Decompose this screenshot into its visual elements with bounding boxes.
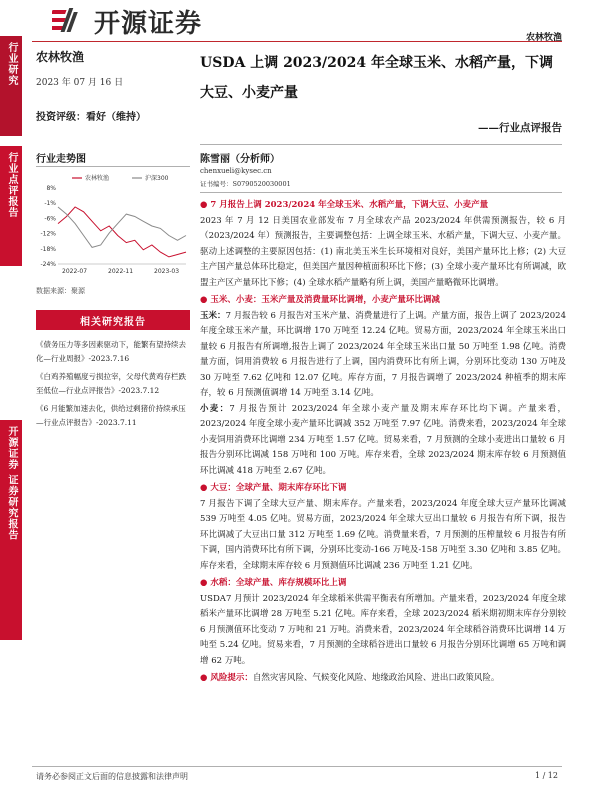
legend-label: 农林牧渔: [85, 175, 110, 182]
section-4-text: USDA7 月预计 2023/2024 年全球稻米供需平衡表有所增加。产量来看，2023/2024 年度全球稻米产量环比调增 28 万吨至 5.21 亿吨。库存来看，全球 2023/2024 稻米期初期末库存分别较 6 月预测值环比变动 7 万吨和 21 万吨。消费来看，2023/2024 年全球稻谷消费环比调增 14 万吨至 5.24 亿吨。贸易来看，7 月预测的全球稻谷进出口量较 6 月报告分别环比调增 65 万吨和调增 62 万吨。: [200, 593, 566, 666]
bullet-icon: ●: [200, 483, 211, 493]
wheat-label: 小麦：: [200, 403, 230, 414]
section-2-corn: [200, 309, 566, 402]
y-tick-label: -24%: [40, 261, 56, 268]
legend-label: 沪深300: [145, 175, 169, 182]
header-category: 农林牧渔: [525, 33, 562, 43]
bullet-icon: ●: [200, 200, 211, 210]
body-divider: [200, 192, 562, 193]
corn-label: 玉米：: [200, 310, 226, 321]
strip-label-brand: 开源证券 证券研究报告: [0, 420, 22, 640]
report-title: USDA 上调 2023/2024 年全球玉米、水稻产量，下调大豆、小麦产量: [200, 55, 553, 101]
sector-name: 农林牧渔: [36, 50, 85, 64]
wheat-text: 7 月报告预计 2023/2024 年全球小麦产量及期末库存环比均下调。产量来看，2023/2024 年度全球小麦产量环比调减 352 万吨至 7.97 亿吨。消费来看，2023/2024 年全球小麦饲用消费环比调增 234 万吨至 1.57 亿吨。贸易来看，7 月预测的全球小麦进出口量较 6 月报告分别环比调减 158 万吨和 100 万吨。库存来看，全球 2023/2024 期末库存较 6 月预测值环比调减 418 万吨至 2.67 亿吨。: [200, 403, 566, 476]
trend-divider: [36, 166, 190, 167]
trend-chart-title: 行业走势图: [36, 154, 86, 165]
risk-section: [200, 671, 566, 687]
analyst-name: 陈雪丽（分析师）: [200, 154, 280, 165]
y-tick-label: -12%: [40, 230, 56, 238]
x-tick-label: 2022-07: [62, 268, 88, 275]
x-tick-label: 2022-11: [108, 268, 134, 275]
section-4-heading-text: 水稻：全球产量、库存规模环比上调: [210, 578, 347, 588]
bullet-icon: ●: [200, 673, 211, 683]
section-1-text: 2023 年 7 月 12 日美国农业部发布 7 月全球农产品 2023/2024 年供需预测报告，较 6 月（2023/2024 年）预测报告，主要调整包括：上调全球玉米、水稻产量，下调大豆、小麦产量。驱动上述调整的主要原因包括：(1) 南北美玉米生长环境相对良好，美国产量环比上修；(2) 大豆主产国产量总体环比稳定，但美国产量因种植面积环比下修；(3) 全球小麦产量环比有所调减，欧盟主产区产量环比下修；(4) 全球水稻产量略有所上调，美国产量略微环比调增。: [200, 215, 566, 288]
y-tick-label: -18%: [40, 245, 56, 253]
risk-text: 自然灾害风险、气候变化风险、地缘政治风险、进出口政策风险。: [252, 673, 500, 683]
investment-rating: 投资评级：看好（维持）: [36, 112, 146, 123]
footer-divider: [32, 766, 562, 767]
section-3-heading-text: 大豆：全球产量、期末库存环比下调: [210, 483, 347, 493]
bullet-icon: ●: [200, 578, 211, 588]
author-divider: [200, 144, 562, 145]
report-body: [200, 196, 566, 687]
side-strip: [0, 0, 22, 800]
main-column: [200, 48, 562, 108]
series-line-0: [58, 207, 186, 257]
related-reports-list: [36, 338, 190, 434]
section-2-heading-text: 玉米、小麦：玉米产量及消费量环比调增，小麦产量环比调减: [210, 295, 440, 305]
risk-heading: 风险提示：: [210, 673, 253, 683]
left-column: [36, 48, 190, 123]
related-report-item[interactable]: 《6 月能繁加速去化，供给过剩猪价持续承压—行业点评报告》-2023.7.11: [36, 404, 186, 427]
brand-logo-icon: [52, 6, 88, 36]
trend-chart-svg: [36, 172, 190, 282]
analyst-email[interactable]: chenxueli@kysec.cn: [200, 167, 272, 175]
section-4-heading: [200, 576, 566, 592]
report-date: 2023 年 07 月 16 日: [36, 78, 124, 88]
brand-name: 开源证券: [94, 8, 203, 39]
y-tick-label: 8%: [46, 185, 56, 192]
section-1-heading-text: 7 月报告上调 2023/2024 年全球玉米、水稻产量，下调大豆、小麦产量: [210, 200, 489, 210]
report-subtitle: ——行业点评报告: [478, 122, 562, 134]
section-2-heading: [200, 293, 566, 309]
corn-text: 7 月报告较 6 月报告对玉米产量、消费量进行了上调。产量方面，报告上调了 2023/2024 年度全球玉米产量，环比调增 170 万吨至 12.24 亿吨。贸易方面，2023/2024 年全球玉米出口量较 6 月报告有所调增,报告上调了 2023/2024 年全球玉米出口量 50 万吨至 1.98 亿吨。消费量方面，饲用消费较 6 月报告进行了上调，国内消费环比有所上调，分别环比变动 130 万吨及 30 万吨至 7.62 亿吨和 12.07 亿吨。库存方面，7 月报告调增了 2023/2024 种植季的期末库存，较 6 月预测值调增 14 万吨至 3.14 亿吨。: [200, 310, 566, 398]
chart-source: 数据来源：聚源: [36, 287, 85, 295]
trend-chart: [36, 172, 190, 282]
related-report-item[interactable]: 《白鸡养殖幅度亏损拉宰，父母代黄鸡存栏跌至低位—行业点评报告》-2023.7.12: [36, 372, 186, 395]
header-divider: [32, 41, 562, 42]
related-report-item[interactable]: 《债务压力等多因素驱动下，能繁有望持续去化—行业周报》-2023.7.16: [36, 340, 186, 363]
section-2-wheat: [200, 402, 566, 480]
strip-label-research: 行业研究: [0, 36, 22, 136]
y-tick-label: -1%: [44, 200, 56, 208]
section-3-text: 7 月报告下调了全球大豆产量、期末库存。产量来看，2023/2024 年度全球大豆产量环比调减 539 万吨至 4.05 亿吨。贸易方面，2023/2024 年全球大豆出口量较 6 月报告有所下调，报告环比调减了大豆出口量 312 万吨至 1.69 亿吨。消费量来看，7 月预测的压榨量较 6 月报告有所下调，国内消费环比有所下调，分别环比变动-166 万吨及-158 万吨至 3.30 亿吨和 3.85 亿吨。库存来看，全球期末库存较 6 月预测值环比调减 236 万吨至 1.21 亿吨。: [200, 498, 566, 571]
y-tick-label: -6%: [44, 215, 56, 223]
section-3-heading: [200, 481, 566, 497]
series-line-1: [58, 207, 186, 247]
footer-disclaimer: 请务必参阅正文后面的信息披露和法律声明: [36, 772, 188, 781]
strip-label-report-type: 行业点评报告: [0, 146, 22, 266]
x-tick-label: 2023-03: [154, 268, 180, 275]
section-1-heading: [200, 198, 566, 214]
analyst-certificate: 证书编号：S0790520030001: [200, 180, 291, 188]
related-reports-header: 相关研究报告: [36, 310, 190, 330]
brand-logo: [52, 4, 202, 38]
page-number: 1 / 12: [534, 771, 558, 780]
bullet-icon: ●: [200, 295, 211, 305]
